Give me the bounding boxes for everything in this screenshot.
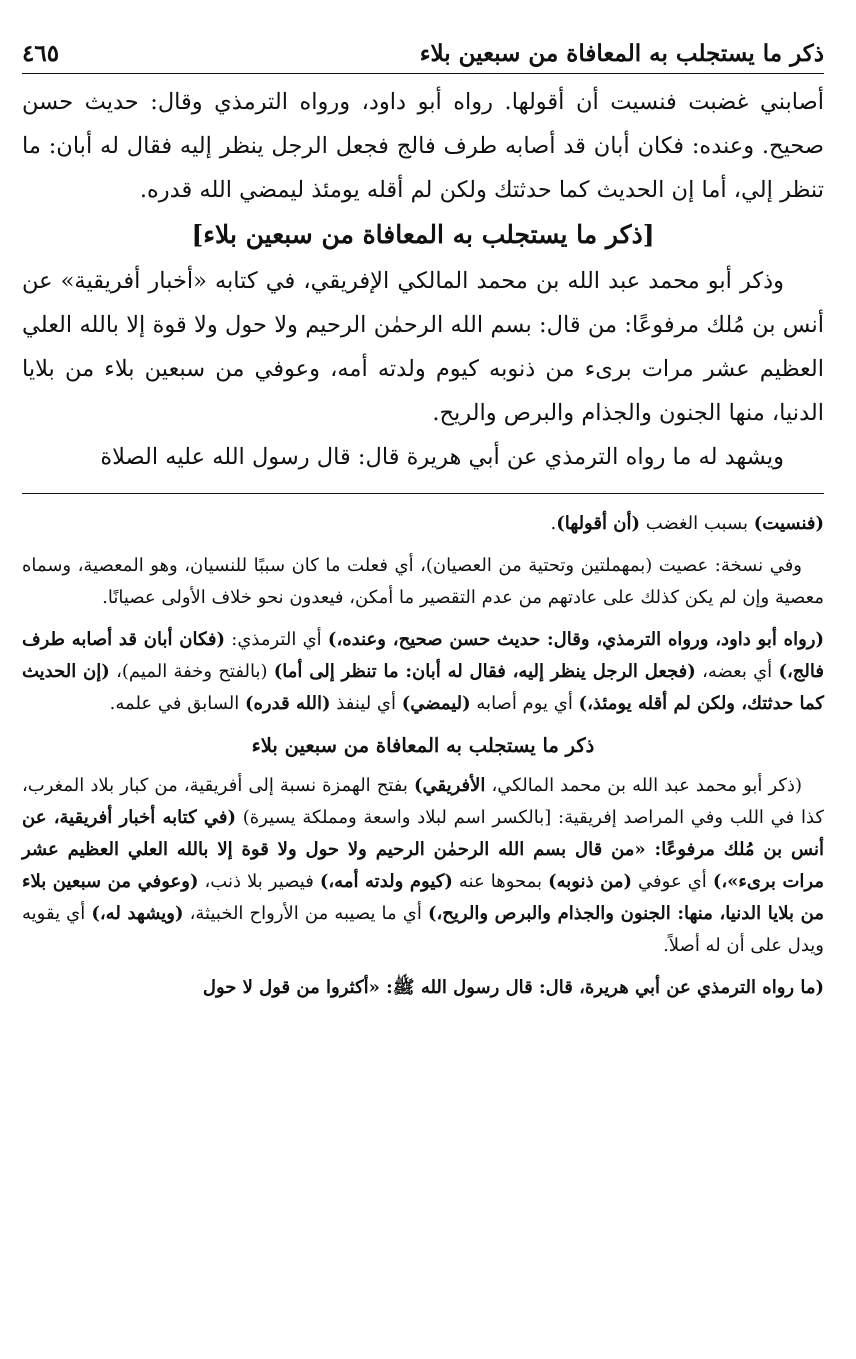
main-paragraph-1: أصابني غضبت فنسيت أن أقولها. رواه أبو داود، ورواه الترمذي وقال: حديث حسن صحيح. وعنده: فكان أبان قد أصابه طرف فالج فجعل الرجل ينظر إليه فقال له أبان: ما تنظر إلي، أما إن الحديث كما حدثتك ولكن لم أقله يومئذ ليمضي الله قدره. (22, 89, 824, 203)
section-heading: [ذكر ما يستجلب به المعافاة من سبعين بلاء] (191, 220, 655, 249)
page-header (22, 40, 824, 74)
main-paragraph-3: ويشهد له ما رواه الترمذي عن أبي هريرة قال: قال رسول الله عليه الصلاة (100, 444, 784, 470)
commentary-heading: ذكر ما يستجلب به المعافاة من سبعين بلاء (251, 734, 595, 757)
commentary-paragraph-3: (رواه أبو داود، ورواه الترمذي، وقال: حديث حسن صحيح، وعنده،) أي الترمذي: (فكان أبان قد أصابه طرف فالج،) أي بعضه، (فجعل الرجل ينظر إليه، فقال له أبان: ما تنظر إلى أما) (بالفتح وخفة الميم)، (إن الحديث كما حدثتك، ولكن لم أقله يومئذ،) أي يوم أصابه (ليمضي) أي لينفذ (الله قدره) السابق في علمه. (22, 629, 824, 714)
commentary-paragraph-1: (فنسيت) بسبب الغضب (أن أقولها). (550, 513, 824, 534)
commentary-paragraph-2: وفي نسخة: عصيت (بمهملتين وتحتية من العصيان)، أي فعلت ما كان سببًا للنسيان، وهو المعصية، وسماه معصية وإن لم يكن كذلك على عادتهم من عدم التقصير ما أمكن، فيعدون نحو خلاف الأولى عصيانًا. (22, 555, 824, 608)
commentary-paragraph-4: (ذكر أبو محمد عبد الله بن محمد المالكي، الأفريقي) بفتح الهمزة نسبة إلى أفريقية، من كبار بلاد المغرب، كذا في اللب وفي المراصد إفريقية: [بالكسر اسم لبلاد واسعة ومملكة يسيرة) (في كتابه أخبار أفريقية، عن أنس بن مُلك مرفوعًا: «من قال بسم الله الرحمٰن الرحيم ولا حول ولا قوة إلا بالله العلي العظيم عشر مرات برىء»،) أي عوفي (من ذنوبه) بمحوها عنه (كيوم ولدته أمه،) فيصير بلا ذنب، (وعوفي من سبعين بلاء من بلايا الدنيا، منها: الجنون والجذام والبرص والريح،) أي ما يصيبه من الأرواح الخبيثة، (ويشهد له،) أي يقويه ويدل على أن له أصلاً. (22, 775, 825, 956)
commentary (22, 508, 824, 1004)
main-paragraph-2: وذكر أبو محمد عبد الله بن محمد المالكي الإفريقي، في كتابه «أخبار أفريقية» عن أنس بن مُلك مرفوعًا: من قال: بسم الله الرحمٰن الرحيم ولا حول ولا قوة إلا بالله العلي العظيم عشر مرات برىء من ذنوبه كيوم ولدته أمه، وعوفي من سبعين بلاء من بلايا الدنيا، منها الجنون والجذام والبرص والريح. (22, 268, 824, 426)
running-title: ذكر ما يستجلب به المعافاة من سبعين بلاء (419, 40, 824, 67)
page-number: ٤٦٥ (22, 40, 60, 67)
footnote-divider (22, 493, 824, 494)
commentary-paragraph-5: (ما رواه الترمذي عن أبي هريرة، قال: قال رسول الله ﷺ: «أكثروا من قول لا حول (202, 977, 824, 998)
main-text (22, 80, 824, 479)
